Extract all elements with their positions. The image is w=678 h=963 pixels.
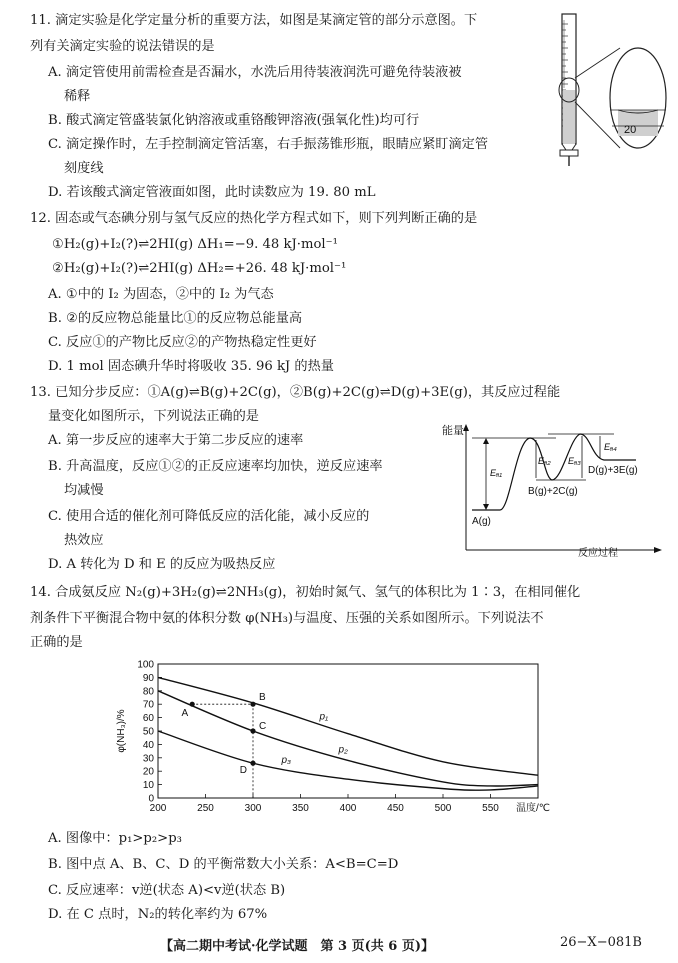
x-tick-label: 250 <box>197 803 214 814</box>
q11-option-a: A. 滴定管使用前需检查是否漏水，水洗后用待装液润洗可避免待装液被 <box>48 65 462 80</box>
q14-option-c: C. 反应速率：v逆(状态 A)<v逆(状态 B) <box>48 883 286 898</box>
y-tick-label: 10 <box>142 780 154 792</box>
x-tick-label: 350 <box>292 803 309 814</box>
q13-option-b-cont: 均减慢 <box>64 483 104 498</box>
x-tick-label: 300 <box>244 803 262 814</box>
q11-stem-line1: 11. 滴定实验是化学定量分析的重要方法，如图是某滴定管的部分示意图。下 <box>30 13 478 28</box>
y-tick-label: 80 <box>142 686 154 698</box>
q12-equation-1: ①H₂(g)+I₂(?)⇌2HI(g) ΔH₁=−9. 48 kJ·mol⁻¹ <box>52 237 338 252</box>
q14-option-b: B. 图中点 A、B、C、D 的平衡常数大小关系：A<B=C=D <box>48 857 399 872</box>
footer-title: 【高二期中考试·化学试题 第 3 页(共 6 页)】 <box>160 939 435 954</box>
q14-stem-line1: 14. 合成氨反应 N₂(g)+3H₂(g)⇌2NH₃(g)，初始时氮气、氢气的体积比为 1∶3，在相同催化 <box>30 585 581 600</box>
y-tick-label: 50 <box>142 726 154 738</box>
q13-option-b: B. 升高温度，反应①②的正反应速率均加快，逆反应速率 <box>48 459 383 474</box>
y-tick-label: 40 <box>142 739 154 751</box>
plot-frame <box>158 664 538 798</box>
ea4-label: Eₐ₄ <box>604 442 617 452</box>
nh3-fraction-chart <box>110 656 570 822</box>
q14-option-a: A. 图像中：p₁>p₂>p₃ <box>48 831 182 846</box>
energy-x-label: 反应过程 <box>578 548 618 559</box>
state-a-label: A(g) <box>472 516 491 527</box>
energy-y-label: 能量 <box>442 425 464 437</box>
energy-diagram <box>436 420 668 560</box>
y-tick-label: 70 <box>142 699 154 711</box>
x-tick-label: 550 <box>482 803 499 814</box>
q11-stem-line2: 列有关滴定实验的说法错误的是 <box>30 39 215 54</box>
q11-option-a-cont: 稀释 <box>64 89 91 104</box>
q13-option-c-cont: 热效应 <box>64 533 104 548</box>
q14-stem-line3: 正确的是 <box>30 635 83 650</box>
y-tick-label: 30 <box>142 753 154 765</box>
point-label-d: D <box>239 765 247 777</box>
point-d <box>250 761 255 766</box>
q11-option-b: B. 酸式滴定管盛装氯化钠溶液或重铬酸钾溶液(强氧化性)均可行 <box>48 113 420 128</box>
q14-option-d: D. 在 C 点时，N₂的转化率约为 67% <box>48 907 268 922</box>
q12-option-c: C. 反应①的产物比反应②的产物热稳定性更好 <box>48 335 317 350</box>
q11-option-c-cont: 刻度线 <box>64 161 104 176</box>
state-de-label: D(g)+3E(g) <box>588 465 638 476</box>
q13-stem-line1: 13. 已知分步反应：①A(g)⇌B(g)+2C(g)，②B(g)+2C(g)⇌D(g)+3E(g)，其反应过程能 <box>30 385 561 400</box>
x-tick-label: 450 <box>387 803 404 814</box>
y-axis-label: φ(NH₃)/% <box>116 709 127 753</box>
point-c <box>250 728 255 733</box>
y-tick-label: 20 <box>142 766 154 778</box>
q12-stem: 12. 固态或气态碘分别与氢气反应的热化学方程式如下，则下列判断正确的是 <box>30 211 478 226</box>
q12-option-d: D. 1 mol 固态碘升华时将吸收 35. 96 kJ 的热量 <box>48 359 334 374</box>
x-tick-label: 400 <box>339 803 357 814</box>
ea3-label: Eₐ₃ <box>568 456 581 466</box>
state-bc-label: B(g)+2C(g) <box>528 486 578 497</box>
point-label-c: C <box>259 721 267 732</box>
series-label-1: p₁ <box>319 711 329 723</box>
q12-option-a: A. ①中的 I₂ 为固态，②中的 I₂ 为气态 <box>48 287 274 302</box>
x-axis-label: 温度/℃ <box>515 803 550 814</box>
q12-equation-2: ②H₂(g)+I₂(?)⇌2HI(g) ΔH₂=+26. 48 kJ·mol⁻¹ <box>52 261 347 276</box>
point-label-b: B <box>259 692 266 704</box>
q14-stem-line2: 剂条件下平衡混合物中氨的体积分数 φ(NH₃)与温度、压强的关系如图所示。下列说法不 <box>30 611 544 626</box>
y-tick-label: 60 <box>142 713 154 725</box>
x-tick-label: 200 <box>149 803 167 814</box>
q12-option-b: B. ②的反应物总能量比①的反应物总能量高 <box>48 311 303 326</box>
q13-option-a: A. 第一步反应的速率大于第二步反应的速率 <box>48 433 304 448</box>
burette-figure <box>548 8 670 170</box>
series-label-3: p₃ <box>281 754 292 766</box>
point-a <box>190 702 195 707</box>
q13-stem-line2: 量变化如图所示，下列说法正确的是 <box>48 409 259 424</box>
ea1-label: Eₐ₁ <box>490 468 503 478</box>
q13-option-d: D. A 转化为 D 和 E 的反应为吸热反应 <box>48 557 276 572</box>
series-line-2 <box>158 691 538 786</box>
q11-option-c: C. 滴定操作时，左手控制滴定管活塞，右手振荡锥形瓶，眼睛应紧盯滴定管 <box>48 137 489 152</box>
q13-option-c: C. 使用合适的催化剂可降低反应的活化能，减小反应的 <box>48 509 370 524</box>
y-tick-label: 90 <box>142 672 154 684</box>
series-label-2: p₂ <box>338 744 348 756</box>
footer-code: 26−X−081B <box>560 935 642 950</box>
y-tick-label: 0 <box>148 793 154 805</box>
point-b <box>250 702 255 707</box>
burette-scale-label: 20 <box>624 124 637 136</box>
x-tick-label: 500 <box>434 803 452 814</box>
y-tick-label: 100 <box>137 659 154 671</box>
ea2-label: Eₐ₂ <box>538 456 551 466</box>
q11-option-d: D. 若该酸式滴定管液面如图，此时读数应为 19. 80 mL <box>48 185 376 200</box>
point-label-a: A <box>181 708 189 720</box>
